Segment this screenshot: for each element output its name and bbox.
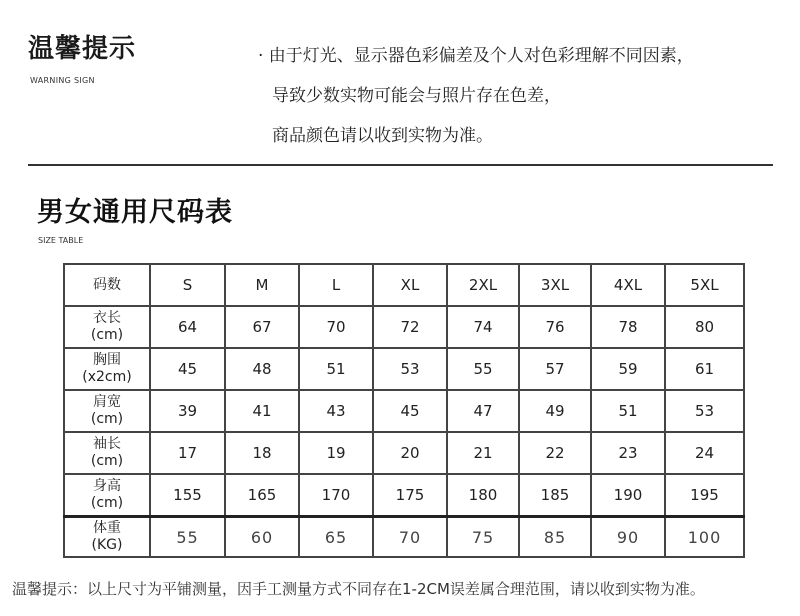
- warning-subtitle: WARNING SIGN: [30, 76, 95, 85]
- table-row: [64, 432, 744, 474]
- table-cell: 61: [665, 348, 744, 390]
- table-cell: 70: [373, 517, 447, 558]
- color-notice: [258, 36, 694, 156]
- row-label: 体重: [93, 520, 121, 536]
- table-cell: 180: [447, 474, 519, 517]
- table-cell: 72: [373, 306, 447, 348]
- table-cell: 195: [665, 474, 744, 517]
- row-label-cell: [64, 474, 150, 517]
- table-cell: 80: [665, 306, 744, 348]
- row-label: 衣长: [93, 310, 121, 326]
- table-cell: 53: [373, 348, 447, 390]
- row-unit: (cm): [90, 495, 124, 511]
- table-cell: 76: [519, 306, 591, 348]
- table-cell: 39: [150, 390, 225, 432]
- size-header-cell: S: [150, 264, 225, 306]
- table-row: [64, 517, 744, 558]
- size-header-cell: 4XL: [591, 264, 665, 306]
- table-cell: 43: [299, 390, 373, 432]
- table-cell: 90: [591, 517, 665, 558]
- table-cell: 57: [519, 348, 591, 390]
- table-cell: 49: [519, 390, 591, 432]
- notice-line: 商品颜色请以收到实物为准。: [272, 126, 493, 146]
- table-cell: 78: [591, 306, 665, 348]
- notice-line: 导致少数实物可能会与照片存在色差，: [272, 86, 561, 106]
- table-cell: 22: [519, 432, 591, 474]
- table-cell: 55: [150, 517, 225, 558]
- row-label: 身高: [93, 478, 121, 494]
- table-cell: 59: [591, 348, 665, 390]
- table-cell: 48: [225, 348, 299, 390]
- row-unit: (cm): [90, 411, 124, 427]
- table-cell: 74: [447, 306, 519, 348]
- row-label-cell: [64, 517, 150, 558]
- row-unit: (KG): [91, 537, 123, 553]
- row-unit: (cm): [90, 327, 124, 343]
- table-cell: 45: [373, 390, 447, 432]
- row-unit: (cm): [90, 453, 124, 469]
- table-cell: 17: [150, 432, 225, 474]
- table-cell: 53: [665, 390, 744, 432]
- table-cell: 70: [299, 306, 373, 348]
- table-cell: 19: [299, 432, 373, 474]
- size-header-cell: 3XL: [519, 264, 591, 306]
- size-table-title: 男女通用尺码表: [37, 197, 233, 228]
- row-label-cell: [64, 390, 150, 432]
- table-cell: 155: [150, 474, 225, 517]
- table-row: [64, 348, 744, 390]
- row-label: 袖长: [93, 436, 121, 452]
- size-header-cell: L: [299, 264, 373, 306]
- size-header-row: [64, 264, 744, 306]
- table-row: [64, 306, 744, 348]
- table-cell: 55: [447, 348, 519, 390]
- table-cell: 175: [373, 474, 447, 517]
- size-table-subtitle: SIZE TABLE: [38, 236, 84, 245]
- table-cell: 85: [519, 517, 591, 558]
- size-header-cell: 2XL: [447, 264, 519, 306]
- table-cell: 190: [591, 474, 665, 517]
- row-label: 胸围: [93, 352, 121, 368]
- table-cell: 51: [299, 348, 373, 390]
- row-label-cell: [64, 432, 150, 474]
- table-cell: 23: [591, 432, 665, 474]
- table-row: [64, 390, 744, 432]
- table-cell: 165: [225, 474, 299, 517]
- size-header-cell: M: [225, 264, 299, 306]
- size-chart-table: [63, 263, 745, 558]
- table-cell: 65: [299, 517, 373, 558]
- section-divider: [28, 164, 773, 166]
- table-cell: 51: [591, 390, 665, 432]
- size-header-cell: XL: [373, 264, 447, 306]
- table-row: [64, 474, 744, 517]
- table-cell: 64: [150, 306, 225, 348]
- table-cell: 67: [225, 306, 299, 348]
- table-cell: 75: [447, 517, 519, 558]
- notice-line: · 由于灯光、显示器色彩偏差及个人对色彩理解不同因素，: [258, 46, 694, 66]
- table-cell: 20: [373, 432, 447, 474]
- measurement-note: 温馨提示：以上尺寸为平铺测量，因手工测量方式不同存在1-2CM误差属合理范围，请以收到实物为准。: [12, 580, 705, 598]
- table-cell: 170: [299, 474, 373, 517]
- row-label: 肩宽: [93, 394, 121, 410]
- row-label-cell: [64, 306, 150, 348]
- table-cell: 100: [665, 517, 744, 558]
- row-unit: (x2cm): [82, 369, 132, 385]
- table-cell: 18: [225, 432, 299, 474]
- row-label-cell: [64, 348, 150, 390]
- table-cell: 185: [519, 474, 591, 517]
- table-cell: 47: [447, 390, 519, 432]
- table-cell: 45: [150, 348, 225, 390]
- size-header-cell: 5XL: [665, 264, 744, 306]
- header-label-cell: 码数: [64, 264, 150, 306]
- table-cell: 60: [225, 517, 299, 558]
- warning-title: 温馨提示: [28, 34, 137, 64]
- table-cell: 41: [225, 390, 299, 432]
- table-cell: 24: [665, 432, 744, 474]
- table-cell: 21: [447, 432, 519, 474]
